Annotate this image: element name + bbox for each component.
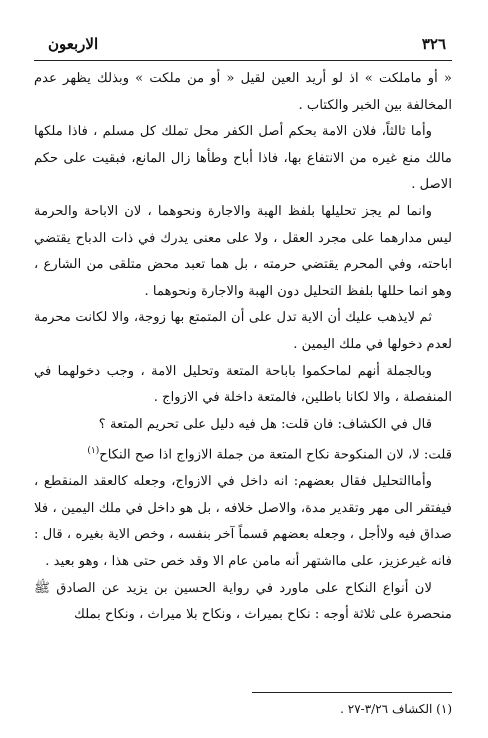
page-header bbox=[48, 34, 446, 54]
running-title: الاربعون bbox=[48, 35, 99, 53]
page-number: ٣٢٦ bbox=[421, 35, 446, 53]
paragraph: وأما ثالثاً، فلان الامة بحكم أصل الكفر محل تملك كل مسلم ، فاذا ملكها مالك منع غيره من الانتفاع بها، فاذا أباح وطأها زال المانع، فبقيت على حكم الاصل . bbox=[34, 124, 452, 193]
header-divider bbox=[34, 60, 452, 61]
paragraph-with-footnote bbox=[34, 438, 452, 469]
paragraph: وأماالتحليل فقال بعضهم: انه داخل في الازواج، وجعله كالعقد المنقطع ، فيفتقر الى مهر وتقدير مدة، والاصل خلافه ، بل هو داخل في ملك اليمين ، فلا صداق فيه ولاأجل ، وجعله بعضهم قسماً آخر بنفسه ، وخص الاية بغيره ، قال : فانه غيرعزيز، على مااشتهر أنه مامن عام الا وقد خص حتى هذا ، وهو بعيد . bbox=[34, 474, 452, 570]
paragraph-text: قلت: لا، لان المنكوحة نكاح المتعة من جملة الازواج اذا صح النكاح bbox=[99, 447, 452, 463]
paragraph: قال في الكشاف: فان قلت: هل فيه دليل على تحريم المتعة ؟ bbox=[98, 416, 432, 432]
paragraph: لان أنواع النكاح على ماورد في رواية الحسين بن يزيد عن الصادق ﷺ منحصرة على ثلاثة أوجه : نكاح بميراث ، ونكاح بلا ميراث ، ونكاح بملك bbox=[34, 580, 452, 623]
main-text bbox=[34, 66, 452, 629]
paragraph: وانما لم يجز تحليلها بلفظ الهبة والاجارة ونحوهما ، لان الاباحة والحرمة ليس مدارهما على مجرد العقل ، ولا على معنى يدرك في ذات الدباح يقتضي اباحته، وفي المحرم يقتضي حرمته ، بل هما تعبد محض متلقى من الشارع ، وهو انما حللها بلفظ التحليل دون الهبة والاجارة ونحوهما . bbox=[34, 203, 452, 299]
paragraph: وبالجملة أنهم لماحكموا باباحة المتعة وتحليل الامة ، وجب دخولهما في المنفصلة ، والا لكانا باطلين، فالمتعة داخلة في الازواج . bbox=[34, 363, 452, 406]
paragraph: ثم لايذهب عليك أن الاية تدل على أن المتمتع بها زوجة، والا لكانت محرمة لعدم دخولها في ملك اليمين . bbox=[34, 310, 452, 352]
footnote: (١) الكشاف ٣/٢٦-٢٧ . bbox=[340, 702, 452, 716]
paragraph: « أو ماملكت » اذ لو أريد العين لقيل « أو من ملكت » وبذلك يظهر عدم المخالفة بين الخبر والكتاب . bbox=[34, 71, 452, 113]
footnote-reference[interactable]: (١) bbox=[87, 446, 100, 457]
footnote-divider bbox=[252, 692, 452, 693]
